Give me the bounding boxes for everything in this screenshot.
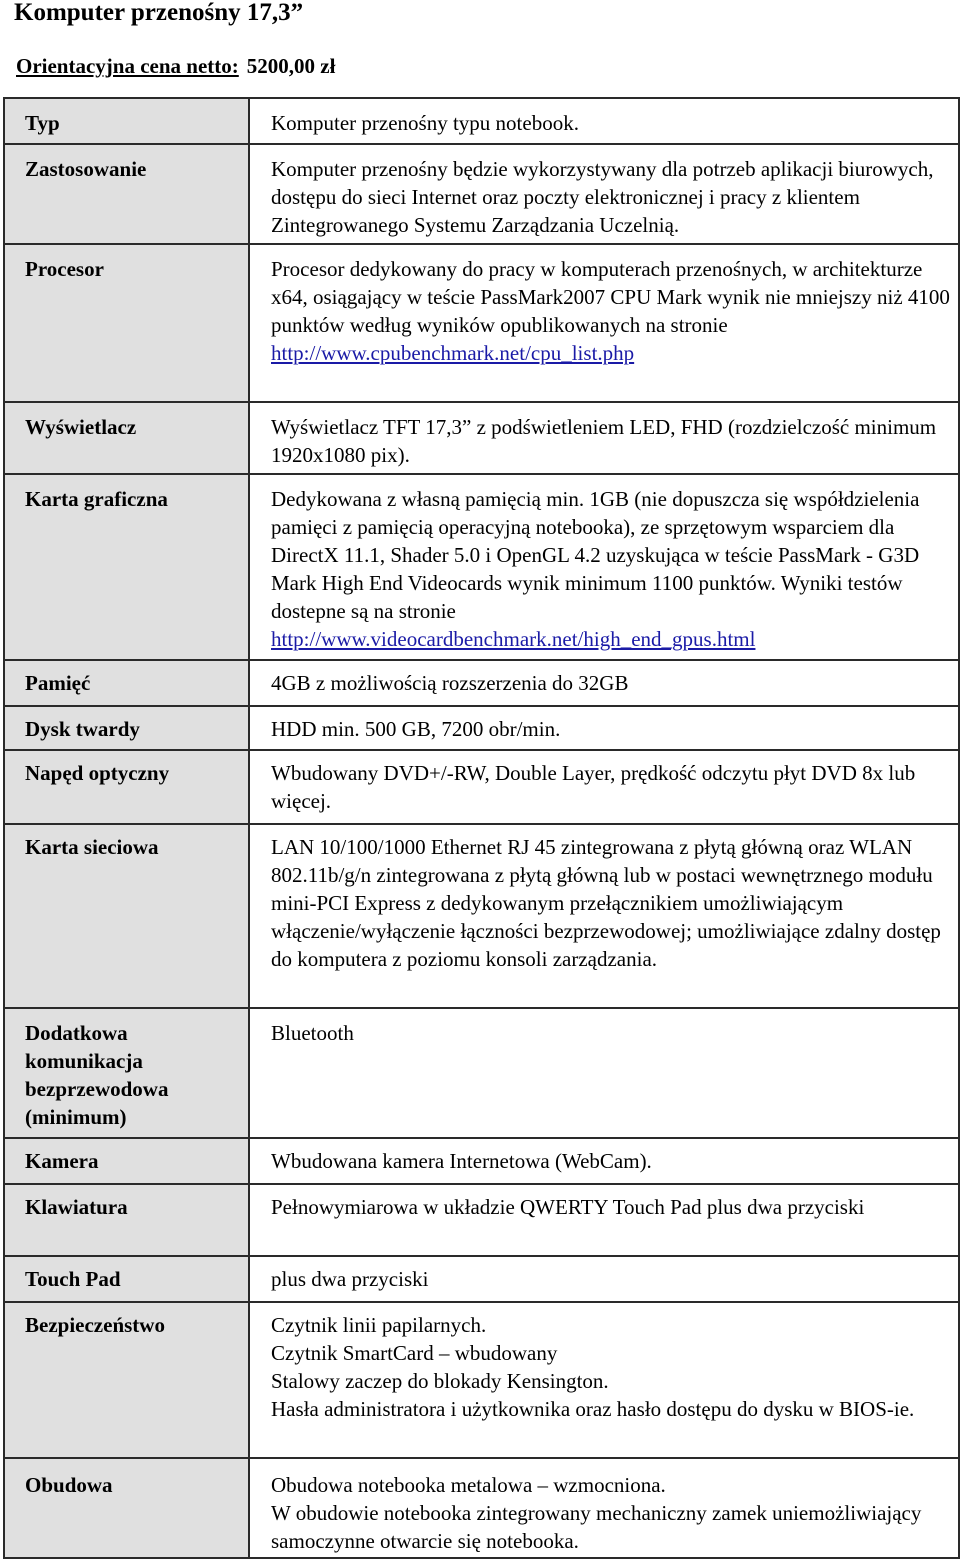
row-value: Wyświetlacz TFT 17,3” z podświetleniem LED, FHD (rozdzielczość minimum 1920x1080 pix).	[249, 402, 959, 474]
row-label: Karta graficzna	[4, 474, 249, 660]
security-line: Czytnik linii papilarnych.	[271, 1313, 487, 1337]
security-line: Czytnik SmartCard – wbudowany	[271, 1341, 558, 1365]
table-row	[4, 750, 959, 824]
row-label: Obudowa	[4, 1458, 249, 1558]
row-value	[249, 474, 959, 660]
row-label: Dysk twardy	[4, 706, 249, 750]
row-label: Karta sieciowa	[4, 824, 249, 1008]
row-value	[249, 1458, 959, 1558]
row-value	[249, 1302, 959, 1458]
row-value: 4GB z możliwością rozszerzenia do 32GB	[249, 660, 959, 706]
price-label: Orientacyjna cena netto:	[16, 54, 239, 78]
table-row	[4, 824, 959, 1008]
table-row	[4, 144, 959, 244]
row-label: Dodatkowa komunikacja bezprzewodowa (minimum)	[4, 1008, 249, 1138]
row-value: Wbudowana kamera Internetowa (WebCam).	[249, 1138, 959, 1184]
row-value: Komputer przenośny typu notebook.	[249, 98, 959, 144]
row-label: Kamera	[4, 1138, 249, 1184]
security-line: Stalowy zaczep do blokady Kensington.	[271, 1369, 609, 1393]
row-label: Wyświetlacz	[4, 402, 249, 474]
table-row	[4, 1302, 959, 1458]
row-value	[249, 244, 959, 402]
row-label: Napęd optyczny	[4, 750, 249, 824]
row-label: Pamięć	[4, 660, 249, 706]
housing-line: Obudowa notebooka metalowa – wzmocniona.	[271, 1473, 666, 1497]
table-row	[4, 1138, 959, 1184]
row-label: Klawiatura	[4, 1184, 249, 1256]
table-row	[4, 402, 959, 474]
page-title: Komputer przenośny 17,3”	[14, 0, 304, 26]
row-value: plus dwa przyciski	[249, 1256, 959, 1302]
row-value: Komputer przenośny będzie wykorzystywany dla potrzeb aplikacji biurowych, dostępu do sieci Internet oraz poczty elektronicznej i pracy z klientem Zintegrowanego Systemu Zarządzania Uczelnią.	[249, 144, 959, 244]
spec-table	[3, 97, 960, 1559]
table-row	[4, 660, 959, 706]
price-value: 5200,00 zł	[246, 54, 336, 78]
row-label: Typ	[4, 98, 249, 144]
cpubenchmark-link[interactable]: http://www.cpubenchmark.net/cpu_list.php	[271, 341, 635, 365]
table-row	[4, 474, 959, 660]
row-value: Wbudowany DVD+/-RW, Double Layer, prędkość odczytu płyt DVD 8x lub więcej.	[249, 750, 959, 824]
row-label: Touch Pad	[4, 1256, 249, 1302]
row-text: Dedykowana z własną pamięcią min. 1GB (nie dopuszcza się współdzielenia pamięci z pamięcią operacyjną notebooka), ze sprzętowym wsparciem dla DirectX 11.1, Shader 5.0 i OpenGL 4.2 uzyskująca w teście PassMark - G3D Mark High End Videocards wynik minimum 1100 punktów. Wyniki testów dostepne są na stronie	[271, 487, 920, 623]
table-row	[4, 1256, 959, 1302]
row-value: Pełnowymiarowa w układzie QWERTY Touch Pad plus dwa przyciski	[249, 1184, 959, 1256]
table-row	[4, 1008, 959, 1138]
videocardbenchmark-link[interactable]: http://www.videocardbenchmark.net/high_end_gpus.html	[271, 627, 756, 651]
row-label: Zastosowanie	[4, 144, 249, 244]
security-line: Hasła administratora i użytkownika oraz hasło dostępu do dysku w BIOS-ie.	[271, 1397, 915, 1421]
table-row	[4, 706, 959, 750]
price-line	[16, 52, 335, 80]
row-label: Bezpieczeństwo	[4, 1302, 249, 1458]
row-value: HDD min. 500 GB, 7200 obr/min.	[249, 706, 959, 750]
row-text: Procesor dedykowany do pracy w komputerach przenośnych, w architekturze x64, osiągający w teście PassMark2007 CPU Mark wynik nie mniejszy niż 4100 punktów według wyników opublikowanych na stronie	[271, 257, 950, 337]
row-value: Bluetooth	[249, 1008, 959, 1138]
row-value: LAN 10/100/1000 Ethernet RJ 45 zintegrowana z płytą główną oraz WLAN 802.11b/g/n zintegrowana z płytą główną lub w postaci wewnętrznego modułu mini-PCI Express z dedykowanym przełącznikiem umożliwiającym włączenie/wyłączenie łączności bezprzewodowej; umożliwiające zdalny dostęp do komputera z poziomu konsoli zarządzania.	[249, 824, 959, 1008]
table-row	[4, 98, 959, 144]
table-row	[4, 244, 959, 402]
row-label: Procesor	[4, 244, 249, 402]
table-row	[4, 1458, 959, 1558]
housing-line: W obudowie notebooka zintegrowany mechaniczny zamek uniemożliwiający samoczynne otwarcie się notebooka.	[271, 1501, 922, 1553]
table-row	[4, 1184, 959, 1256]
